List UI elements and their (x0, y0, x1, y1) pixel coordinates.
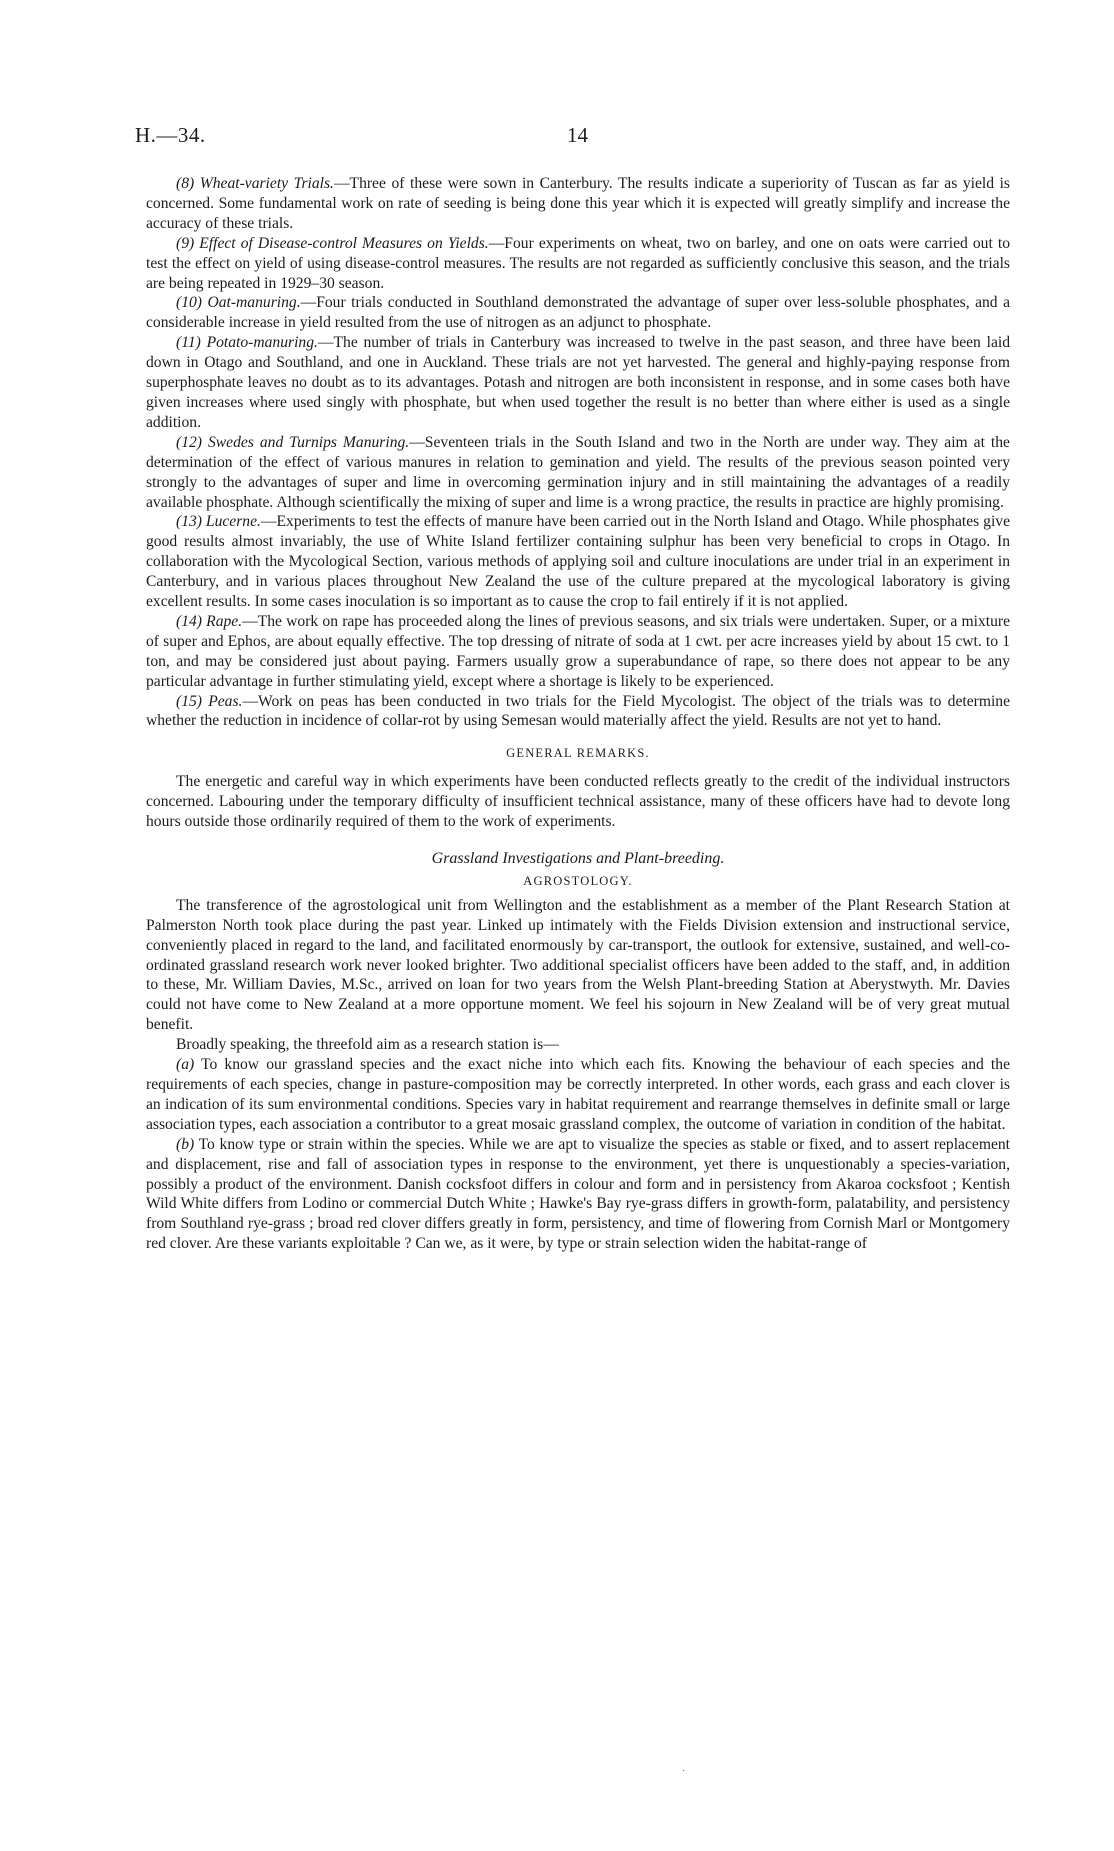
paragraph-title: (12) Swedes and Turnips Manuring. (176, 433, 410, 451)
paragraph-text: —Experiments to test the effects of manure have been carried out in the North Island and Otago. While phosphates give good results almost invariably, the use of White Island fertilizer containing sulphur has been very beneficial to crops in Otago. In collaboration with the Mycological Section, various methods of applying soil and culture inoculations are under trial in an experiment in Canterbury, and in various places throughout New Zealand the use of the culture prepared at the mycological laboratory is giving excellent results. In some cases inoculation is so important as to cause the crop to fail entirely if it is not applied. (146, 513, 1011, 611)
paragraph-agrostology: The transference of the agrostological unit from Wellington and the establishment as a member of the Plant Research Station at Palmerston North took place during the past year. Linked up intimately with the Fields Division extension and instructional service, conveniently placed in regard to the land, and facilitated enormously by car-transport, the outlook for extensive, sustained, and well-co-ordinated grassland research work never looked brighter. Two additional specialist officers have been added to the staff, and, in addition to these, Mr. William Davies, M.Sc., arrived on loan for two years from the Welsh Plant-breeding Station at Aberystwyth. Mr. Davies could not have come to New Zealand at a more opportune moment. We feel his sojourn in New Zealand will be of very great mutual benefit. (146, 896, 1010, 1034)
general-remarks-heading: GENERAL REMARKS. (506, 746, 650, 761)
paragraph-text: —The number of trials in Canterbury was increased to twelve in the past season, and three have been laid down in Otago and Southland, and one in Auckland. These trials are not yet harvested. The general and highly-paying response from superphosphate leaves no doubt as to its advantages. Potash and nitrogen are both inconsistent in response, and in some cases both have given increases where used singly with phosphate, but when used together the result is no better than where either is used as a single addition. (146, 334, 1010, 431)
paragraph-text: —Seventeen trials in the South Island and two in the North are under way. They aim at the determination of the effect of various manures in relation to gemination and yield. The results of the previous season pointed very strongly to the advantages of super and lime in overcoming germination injury and in still maintaining the advantages of a readily available phosphate. Although scientifically the mixing of super and lime is a wrong practice, the results in practice are highly promising. (146, 433, 1010, 511)
paragraph-title: (8) Wheat-variety Trials. (176, 175, 334, 192)
paragraph-title: (14) Rape. (176, 612, 243, 630)
paragraph-rape (146, 612, 1010, 692)
grassland-heading: Grassland Investigations and Plant-breeding. (431, 850, 725, 867)
paragraph-text: —The work on rape has proceeded along the lines of previous seasons, and six trials were undertaken. Super, or a mixture of super and Ephos, are about equally effective. The top dressing of nitrate of soda at 1 cwt. per acre increases yield by about 15 cwt. to 1 ton, and may be considered just about paying. Farmers usually grow a superabundance of rape, so there does not appear to be any particular advantage in further stimulating yield, except where a shortage is likely to be experienced. (146, 612, 1010, 690)
paragraph-lucerne (146, 512, 1010, 612)
item-label: (b) (176, 1135, 195, 1153)
document-body (146, 174, 1010, 1254)
paragraph-text: —Work on peas has been conducted in two trials for the Field Mycologist. The object of the trials was to determine whether the reduction in incidence of collar-rot by using Semesan would materially affect the yield. Results are not yet to hand. (146, 692, 1010, 730)
item-label: (a) (176, 1056, 195, 1074)
paragraph-title: (11) Potato-manuring. (176, 334, 318, 352)
paragraph-wheat-variety (146, 174, 1010, 234)
paragraph-text: —Four experiments on wheat, two on barley, and one on oats were carried out to test the effect on yield of using disease-control measures. The results are not regarded as sufficiently conclusive this season, and the trials are being repeated in 1929–30 season. (146, 234, 1011, 292)
paragraph-disease-control (146, 234, 1010, 294)
paragraph-broadly: Broadly speaking, the threefold aim as a research station is— (176, 1036, 559, 1054)
paragraph-text: To know type or strain within the species. While we are apt to visualize the species as stable or fixed, and to assert replacement and displacement, rise and fall of association types in response to the environment, yet there is unquestionably a species-variation, possibly a product of the environment. Danish cocksfoot differs in colour and form and in persistency from Akaroa cocksfoot ; Kentish Wild White differs from Lodino or commercial Dutch White ; Hawke's Bay rye-grass differs in growth-form, palatability, and persistency from Southland rye-grass ; broad red clover differs greatly in form, persistency, and time of flowering from Cornish Marl or Montgomery red clover. Are these variants exploitable ? Can we, as it were, by type or strain selection widen the habitat-range of (146, 1135, 1010, 1253)
paragraph-text: —Three of these were sown in Canterbury. The results indicate a superiority of Tuscan as far as yield is concerned. Some fundamental work on rate of seeding is being done this year which it is expected will greatly simplify and increase the accuracy of these trials. (146, 175, 1010, 232)
page-header (135, 123, 995, 153)
paragraph-aim-b (146, 1135, 1010, 1254)
page-number: 14 (567, 123, 588, 147)
paragraph-title: (15) Peas. (176, 692, 243, 710)
paragraph-aim-a (146, 1055, 1010, 1135)
agrostology-heading: AGROSTOLOGY. (523, 873, 633, 888)
paragraph-swedes-turnips (146, 433, 1010, 513)
paragraph-title: (9) Effect of Disease-control Measures on Yields. (176, 234, 489, 252)
report-code: H.—34. (135, 123, 206, 147)
paragraph-title: (13) Lucerne. (176, 513, 261, 531)
scan-speck: · (682, 1766, 686, 1777)
paragraph-oat-manuring (146, 293, 1010, 333)
paragraph-peas (146, 692, 1010, 732)
paragraph-text: —Four trials conducted in Southland demonstrated the advantage of super over less-soluble phosphates, and a considerable increase in yield resulted from the use of nitrogen as an adjunct to phosphate. (146, 294, 1010, 332)
paragraph-text: To know our grassland species and the exact niche into which each fits. Knowing the behaviour of each species and the requirements of each species, change in pasture-composition may be correctly interpreted. In other words, each grass and each clover is an indication of its sum environmental conditions. Species vary in habitat requirement and rearrange themselves in definite small or large association types, each association a contributor to a great mosaic grassland complex, the outcome of variation in condition of the habitat. (146, 1056, 1010, 1133)
paragraph-potato-manuring (146, 333, 1010, 433)
paragraph-title: (10) Oat-manuring. (176, 294, 301, 312)
paragraph-general-remarks: The energetic and careful way in which experiments have been conducted reflects greatly to the credit of the individual instructors concerned. Labouring under the temporary difficulty of insufficient technical assistance, many of these officers have had to devote long hours outside those ordinarily required of them to the work of experiments. (146, 773, 1010, 831)
